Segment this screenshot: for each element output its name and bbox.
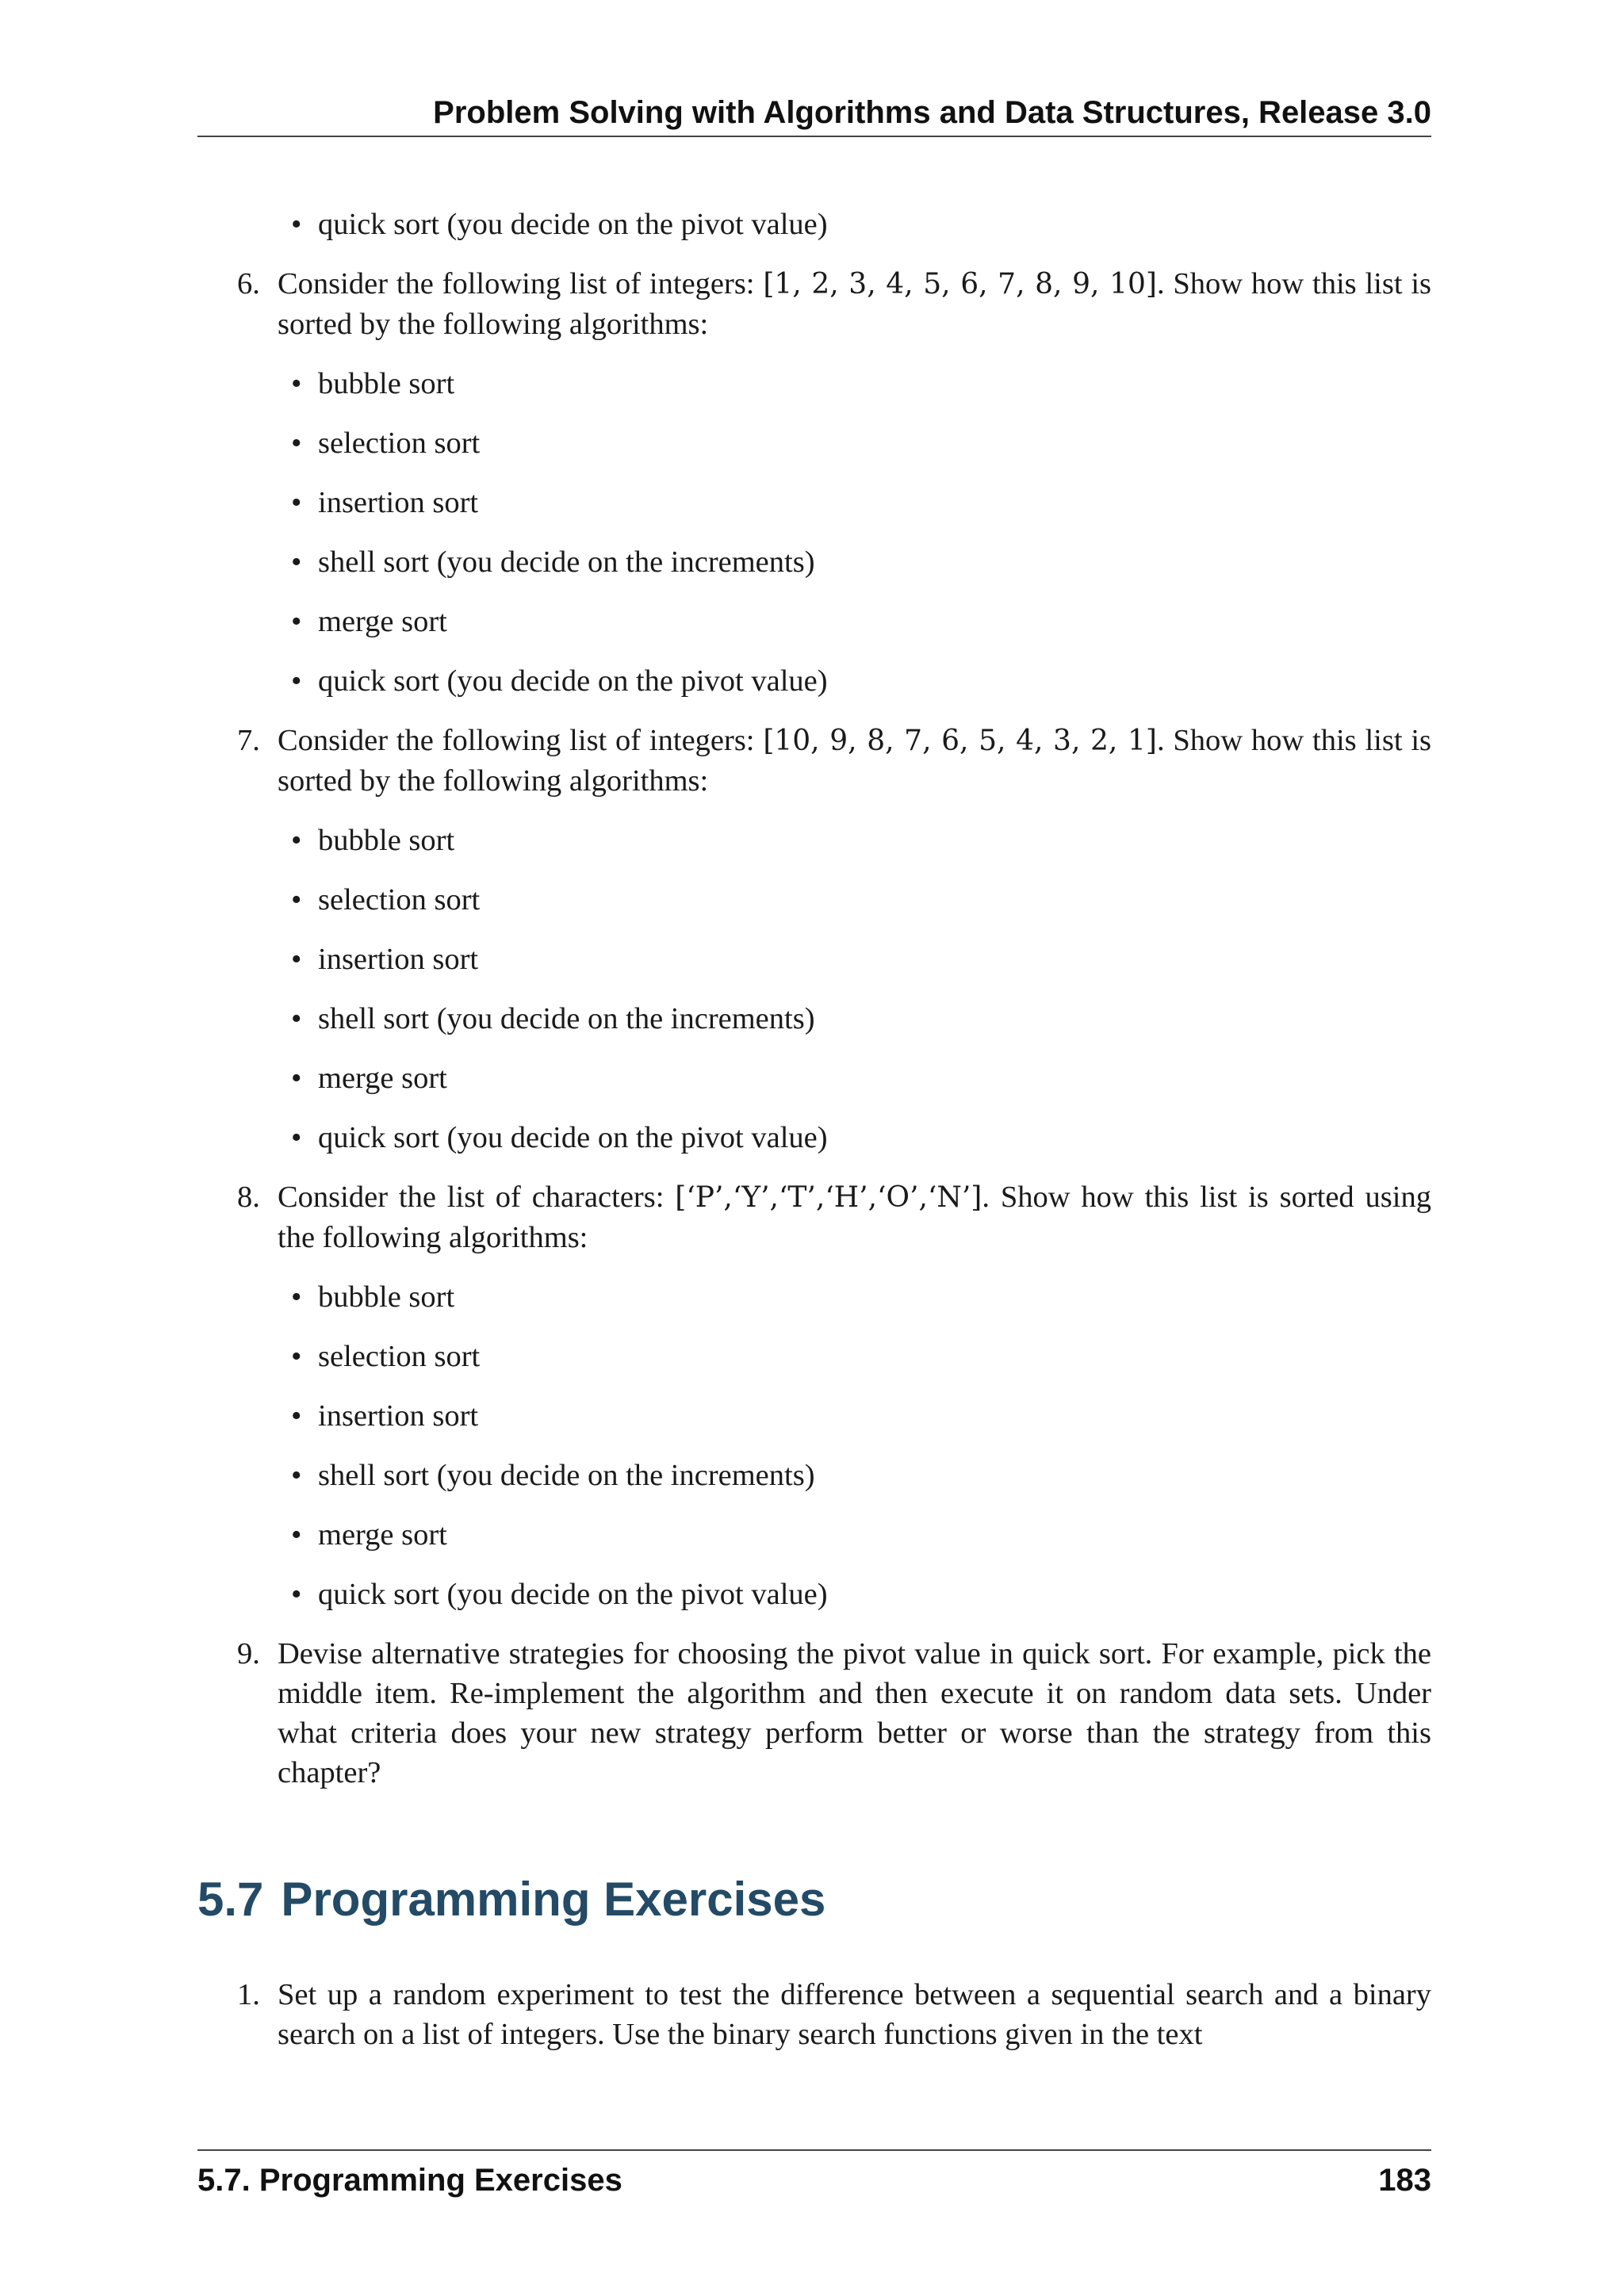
list-item: • quick sort (you decide on the pivot value): [318, 661, 1431, 701]
question-text: Consider the following list of integers: [1, 2, 3, 4, 5, 6, 7, 8, 9, 10]. Show how this list is sorted by the following algorithms:: [278, 267, 1431, 341]
list-item: • insertion sort: [318, 1396, 1431, 1436]
question-number: 7.: [237, 724, 260, 757]
question-number: 9.: [237, 1637, 260, 1670]
question-7: [197, 721, 1431, 1158]
integer-list-math: [10, 9, 8, 7, 6, 5, 4, 3, 2, 1]: [763, 725, 1157, 757]
list-item: • bubble sort: [318, 364, 1431, 404]
footer-rule: [197, 2149, 1431, 2151]
list-item: • insertion sort: [318, 483, 1431, 522]
question-text: Consider the list of characters: [‘P’,‘Y’,‘T’,‘H’,‘O’,‘N’]. Show how this list is sorted using the following algorithms:: [278, 1181, 1431, 1254]
list-item: • selection sort: [318, 423, 1431, 463]
list-item: • quick sort (you decide on the pivot value): [318, 205, 1431, 244]
list-item: • selection sort: [318, 1337, 1431, 1376]
page-number: 183: [1378, 2163, 1431, 2198]
running-footer: [197, 2158, 1431, 2202]
footer-section: 5.7. Programming Exercises: [197, 2163, 622, 2198]
section-number: 5.7: [197, 1873, 264, 1926]
list-item: • bubble sort: [318, 821, 1431, 860]
exercise-text: Set up a random experiment to test the difference between a sequential search and a binary search on a list of integers. Use the binary search functions given in the text: [278, 1978, 1431, 2051]
question-6: [197, 264, 1431, 701]
list-item: • shell sort (you decide on the increments): [318, 999, 1431, 1039]
question-number: 6.: [237, 267, 260, 300]
exercise-number: 1.: [237, 1978, 260, 2011]
section-title: Programming Exercises: [281, 1873, 826, 1926]
list-item: • quick sort (you decide on the pivot value): [318, 1118, 1431, 1158]
list-item: • merge sort: [318, 1515, 1431, 1555]
question-number: 8.: [237, 1181, 260, 1214]
question-text: Devise alternative strategies for choosing the pivot value in quick sort. For example, pick the middle item. Re-implement the algorithm and then execute it on random data sets. Under what criteria does your new strategy perform better or worse than the strategy from this chapter?: [278, 1637, 1431, 1789]
list-item: • shell sort (you decide on the increments): [318, 1456, 1431, 1495]
question-8: [197, 1177, 1431, 1614]
list-item: • quick sort (you decide on the pivot value): [318, 1575, 1431, 1614]
question-9: [197, 1634, 1431, 1793]
list-item: • merge sort: [318, 1058, 1431, 1098]
section-heading: [197, 1872, 1431, 1927]
running-header: Problem Solving with Algorithms and Data Structures, Release 3.0: [433, 95, 1431, 130]
programming-exercise-1: [197, 1975, 1431, 2054]
list-item: • insertion sort: [318, 939, 1431, 979]
continuation-bullet-list: [197, 205, 1431, 244]
integer-list-math: [1, 2, 3, 4, 5, 6, 7, 8, 9, 10]: [763, 268, 1157, 300]
list-item: • selection sort: [318, 880, 1431, 920]
list-item: • bubble sort: [318, 1277, 1431, 1317]
character-list-math: [‘P’,‘Y’,‘T’,‘H’,‘O’,‘N’]: [675, 1181, 982, 1214]
page-content: [197, 205, 1431, 2054]
question-text: Consider the following list of integers: [10, 9, 8, 7, 6, 5, 4, 3, 2, 1]. Show how this list is sorted by the following algorithms:: [278, 724, 1431, 798]
list-item: • merge sort: [318, 602, 1431, 641]
algorithm-list: [278, 821, 1431, 1158]
header-rule: [197, 136, 1431, 137]
list-item: • shell sort (you decide on the increments): [318, 542, 1431, 582]
algorithm-list: [278, 364, 1431, 701]
algorithm-list: [278, 1277, 1431, 1614]
